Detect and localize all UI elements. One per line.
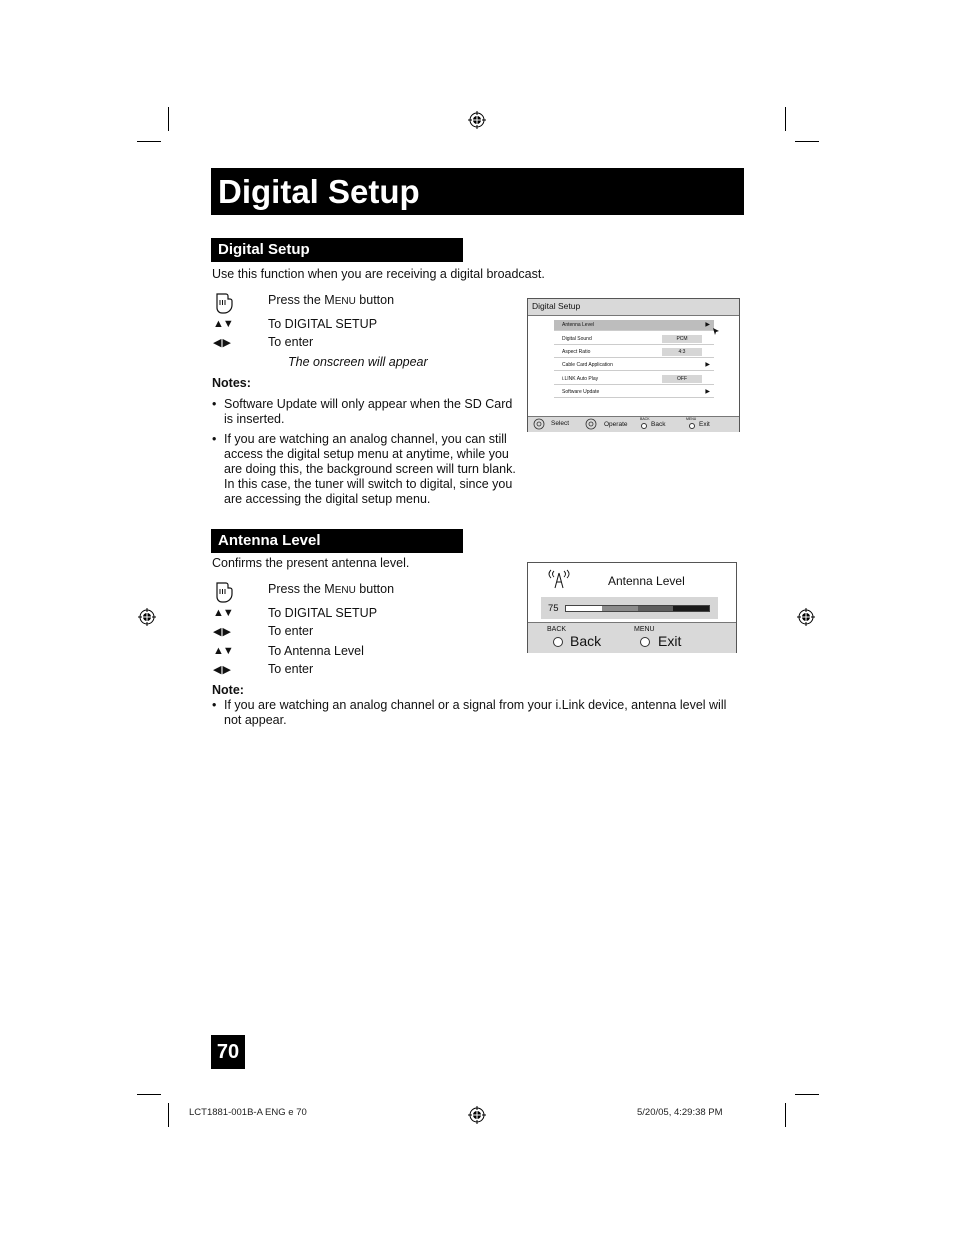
menu-row-ilink-auto-play[interactable]: i.LINK Auto Play OFF [554,374,714,385]
row-value: OFF [662,375,702,383]
note-label: Note: [212,683,244,697]
up-down-arrows-icon: ▲▼ [213,607,233,619]
step-press-menu: Press the MENU button [268,582,395,596]
hand-press-icon [212,580,236,604]
operate-label: Operate [604,421,628,428]
step-press-menu: Press the MENU button [268,293,395,307]
antenna-level-panel [541,597,718,619]
back-label: Back [570,633,602,649]
step-to-enter: To enter [268,624,314,638]
section-intro: Use this function when you are receiving a digital broadcast. [212,267,545,281]
page-number: 70 [211,1035,245,1069]
exit-label: Exit [699,421,710,428]
back-label: Back [651,421,666,428]
screen-title: Digital Setup [528,299,739,316]
digital-setup-screen [527,298,740,432]
crop-mark [785,1103,786,1127]
left-right-arrows-icon: ◀ ▶ [213,664,230,676]
step-to-antenna-level: To Antenna Level [268,644,364,658]
menu-row-digital-sound[interactable]: Digital Sound PCM [554,334,714,345]
menu-row-software-update[interactable]: Software Update ▶ [554,387,714,398]
screen-bottom-bar [528,622,736,653]
appear-note: The onscreen will appear [288,355,428,369]
menu-small-label: MENU [686,417,697,421]
row-value: 4:3 [662,348,702,356]
footer-left: LCT1881-001B-A ENG e 70 [189,1107,307,1118]
step-to-digital-setup: To DIGITAL SETUP [268,317,378,331]
section-heading-digital-setup: Digital Setup [211,238,463,262]
footer-right: 5/20/05, 4:29:38 PM [637,1107,723,1118]
row-value: PCM [662,335,702,343]
section-heading-antenna-level: Antenna Level [211,529,463,553]
exit-label: Exit [658,633,682,649]
hand-press-icon [212,291,236,315]
step-to-enter: To enter [268,335,314,349]
screen-bottom-bar [528,416,739,432]
antenna-level-meter [565,605,710,612]
exit-button-icon [689,423,695,429]
left-right-arrows-icon: ◀ ▶ [213,626,230,638]
antenna-screen-title: Antenna Level [608,574,685,588]
arrow-right-icon: ▶ [705,389,710,395]
menu-row-aspect-ratio[interactable]: Aspect Ratio 4:3 [554,347,714,358]
arrow-right-icon: ▶ [705,322,710,328]
crop-mark [168,107,169,131]
up-down-arrows-icon: ▲▼ [213,318,233,330]
page-title: Digital Setup [211,168,744,215]
meter-segment [673,606,709,611]
back-small-label: BACK [547,626,567,633]
up-down-arrows-icon: ▲▼ [213,645,233,657]
crop-mark [137,141,161,142]
arrow-right-icon: ▶ [705,362,710,368]
crop-mark [137,1094,161,1095]
step-to-digital-setup: To DIGITAL SETUP [268,606,378,620]
section-intro: Confirms the present antenna level. [212,556,410,570]
cursor-pointer-icon [712,327,720,335]
notes-label: Notes: [212,376,251,390]
note-item: • Software Update will only appear when the SD Card is inserted. [212,397,513,426]
operate-pad-icon [585,418,597,430]
crop-mark [785,107,786,131]
menu-row-antenna-level[interactable]: Antenna Level ▶ [554,320,714,331]
registration-mark-icon [468,1106,486,1124]
menu-small-label: MENU [634,626,655,633]
crop-mark [795,141,819,142]
select-pad-icon [533,418,545,430]
back-button-icon [641,423,647,429]
back-button-icon [553,637,563,647]
antenna-level-value: 75 [548,603,559,614]
step-to-enter: To enter [268,662,314,676]
antenna-icon [546,569,572,589]
meter-segment [638,606,674,611]
left-right-arrows-icon: ◀ ▶ [213,337,230,349]
registration-mark-icon [797,608,815,626]
registration-mark-icon [138,608,156,626]
registration-mark-icon [468,111,486,129]
back-small-label: BACK [640,417,650,421]
antenna-level-screen [527,562,737,653]
crop-mark [168,1103,169,1127]
note-item: • If you are watching an analog channel or a signal from your i.Link device, antenna level will not appear. [212,698,727,727]
select-label: Select [551,420,570,427]
meter-segment [602,606,638,611]
exit-button-icon [640,637,650,647]
menu-row-cable-card-application[interactable]: Cable Card Application ▶ [554,360,714,371]
crop-mark [795,1094,819,1095]
note-item: • If you are watching an analog channel, you can still access the digital setup menu at anytime, while you are doing this, the background screen will turn blank. In this case, the tuner will switch to digital, since you are accessing the digital setup menu. [212,432,516,506]
